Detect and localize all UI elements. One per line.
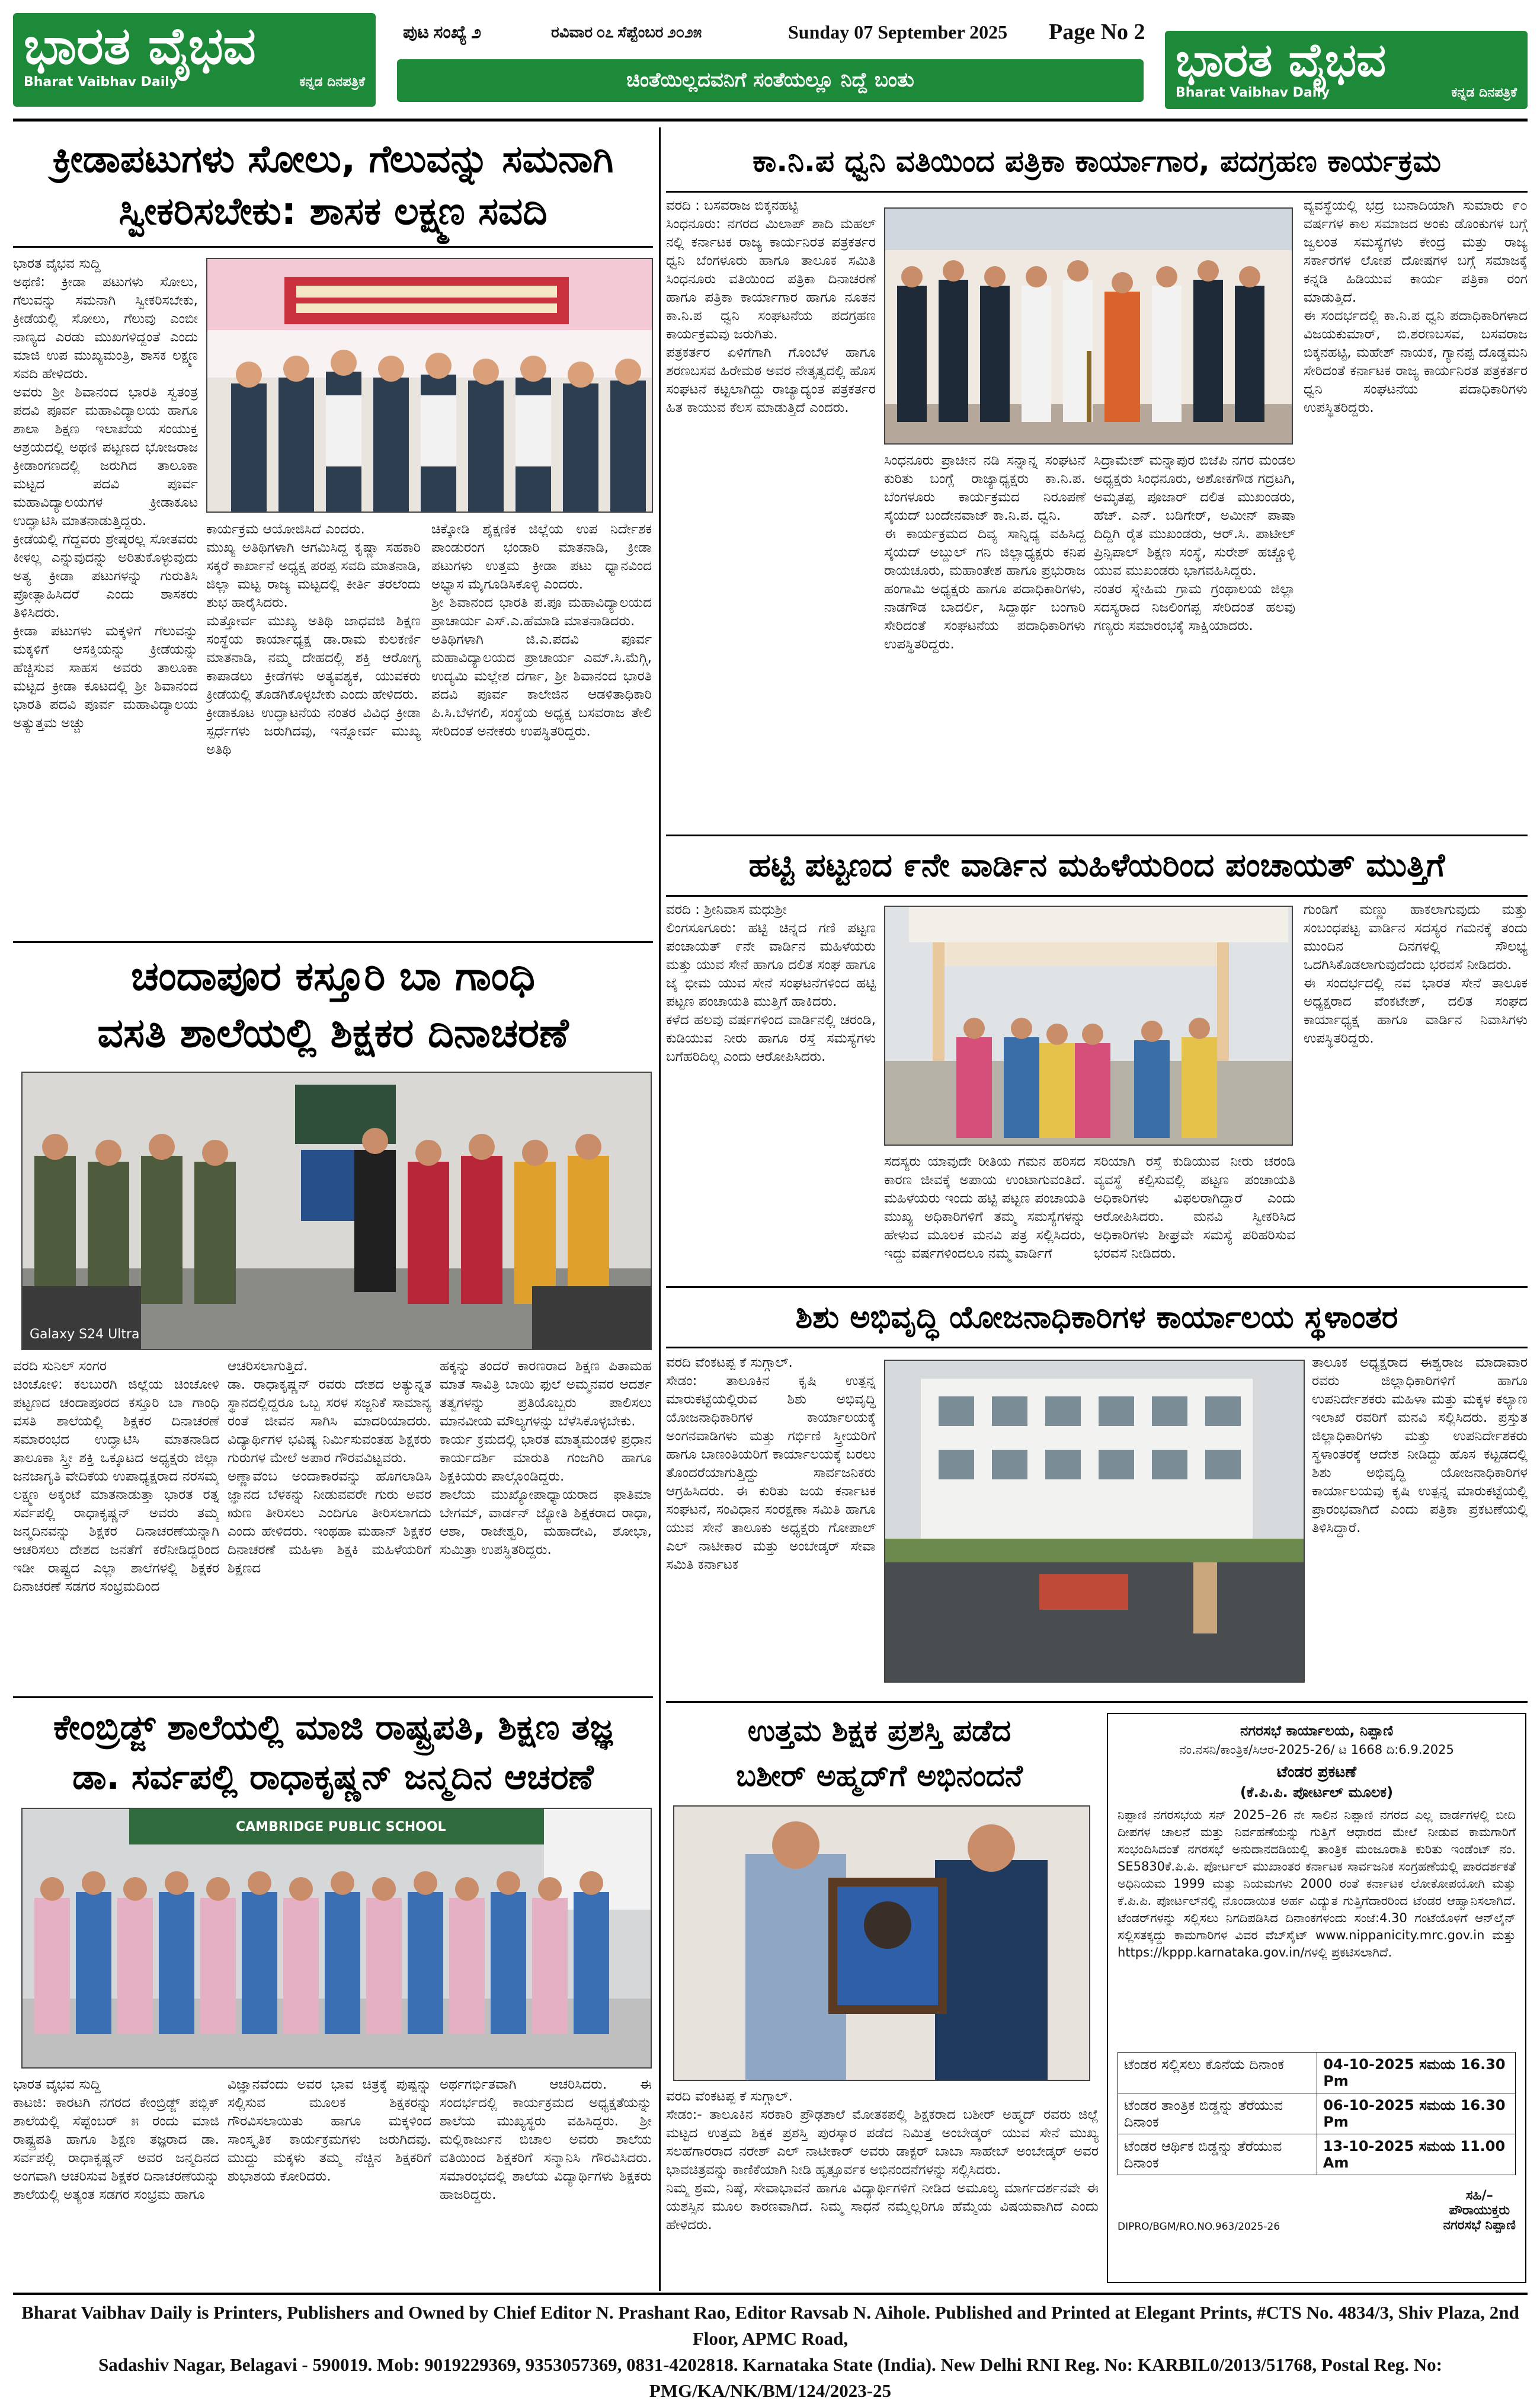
- tender-body: ನಿಪ್ಪಾಣಿ ನಗರಸಭೆಯ ಸನ್ 2025–26 ನೇ ಸಾಲಿನ ನಿಪ್ಪಾಣಿ ನಗರದ ಎಲ್ಲ ವಾರ್ಡಗಳಲ್ಲಿ ಬೀದಿ ದೀಪಗಳ ಚಾಲನೆ ಮತ್ತು ನಿರ್ವಹಣೆಯನ್ನು ಗುತ್ತಿಗೆ ಆಧಾರದ ಮೇಲೆ ನೀಡುವ ಕಾಮಗಾರಿಗೆ ಸಂಭಂದಿಸಿದಂತೆ ನಗರಸಭೆ ಅನುದಾನದಡಿಯಲ್ಲಿ ತಾಂತ್ರಿಕ ಮಂಜೂರಾತಿ ಕುರಿತು ಇಂಡೆಂಟ್ ನಂ. SE5830ಕೆ.ಪಿ.ಪಿ. ಪೋರ್ಟಲ್ ಮುಖಾಂತರ ಕರ್ನಾಟಕ ಸಾರ್ವಜನಿಕ ಸಂಗ್ರಹಣೆಯಲ್ಲಿ ಪಾರದರ್ಶಕತೆ ಅಧಿನಿಯಮ 1999 ಮತ್ತು ನಿಯಮಗಳು 2000 ರಂತೆ ಕರ್ನಾಟಕ ಲೋಕೋಪಯೋಗಿ ಮತ್ತು ಕೆ.ಪಿ.ಪಿ. ಪೋರ್ಟಲ್‌ನಲ್ಲಿ ನೊಂದಾಯಿತ ಅರ್ಹ ವಿದ್ಯುತ ಗುತ್ತಿಗೆದಾರರಿಂದ ಟೆಂಡರ ಆಹ್ವಾನಿಸಲಾಗಿದೆ. ಟೆಂಡರ್‌ಗಳನ್ನು ಸಲ್ಲಿಸಲು ನಿಗದಿಪಡಿಸಿದ ದಿನಾಂಕಗಳಂದು ಸಂಜೆ:4.30 ಗಂಟೆಯೊಳಗೆ ಆನ್‌ಲೈನ್ ಸಲ್ಲಿಸತಕ್ಕದ್ದು ಕಾಮಗಾರಿಗಳ ವಿವರ ವೆಬ್‌ಸೈಟ್ www.nippanicity.mrc.gov.in ಮತ್ತು https://kppp.karnataka.gov.in/ಗಳಲ್ಲಿ ಪ್ರಕಟಿಸಲಾಗಿದೆ.: [1118, 1808, 1516, 1959]
- footer-line2: Sadashiv Nagar, Belagavi - 590019. Mob: 9019229369, 9353057369, 0831-4202818. Karnataka State (India). New Delhi RNI Reg. No: KARBIL0/2013/51768, Postal Reg. No: PMG/KA/NK/BM/124/2023-25: [98, 2354, 1442, 2401]
- story4-bottom-rule: [13, 1696, 653, 1698]
- column-divider: [659, 127, 661, 2291]
- sports-event-photo: [207, 259, 653, 513]
- logo-kn: ಕನ್ನಡ ದಿನಪತ್ರಿಕೆ: [299, 75, 365, 89]
- story3-col1: ವರದಿ : ಶ್ರೀನಿವಾಸ ಮಧುಶ್ರೀ ಲಿಂಗಸೂಗೂರು: ಹಟ್ಟಿ ಚಿನ್ನದ ಗಣಿ ಪಟ್ಟಣ ಪಂಚಾಯತ್ ೯ನೇ ವಾರ್ಡಿನ ಮಹಿಳೆಯರು ಮತ್ತು ಯುವ ಸೇನೆ ಹಾಗೂ ದಲಿತ ಸಂಘ ಹಾಗೂ ಜೈ ಭೀಮ ಯುವ ಸೇನೆ ಸಂಘಟನೆಗಳಿಂದ ಹಟ್ಟಿ ಪಟ್ಟಣ ಪಂಚಾಯತಿ ಮುತ್ತಿಗೆ ಹಾಕಿದರು. ಕಳೆದ ಹಲವು ವರ್ಷಗಳಿಂದ ವಾರ್ಡಿನಲ್ಲಿ ಚರಂಡಿ, ಕುಡಿಯುವ ನೀರು ಹಾಗೂ ರಸ್ತೆ ಸಮಸ್ಯೆಗಳು ಬಗೆಹರಿದಿಲ್ಲ ಎಂದು ಆರೋಪಿಸಿದರು.: [666, 902, 876, 1064]
- story3-photo: [884, 906, 1293, 1146]
- teachers-day-photo: [23, 1073, 652, 1350]
- tender-signatory-1: ಪೌರಾಯುಕ್ತರು: [1449, 2203, 1510, 2218]
- story3-rule: [666, 895, 1528, 897]
- story6-col3: ಅರ್ಥಗರ್ಭಿತವಾಗಿ ಆಚರಿಸಿದರು. ಈ ಸಂದರ್ಭದಲ್ಲಿ ಕಾರ್ಯಕ್ರಮದ ಅಧ್ಯಕ್ಷತೆಯನ್ನು ಶಾಲೆಯ ಮುಖ್ಯಸ್ಥರು ವಹಿಸಿದ್ದರು. ಶ್ರೀ ಮಲ್ಲಿಕಾರ್ಜುನ ಬಿಚಾಲ ಅವರು ಶಾಲೆಯ ವತಿಯಿಂದ ಶಿಕ್ಷಕರಿಗೆ ಸನ್ಮಾನಿಸಿ ಗೌರವಿಸಿದರು. ಸಮಾರಂಭದಲ್ಲಿ ಶಾಲೆಯ ವಿದ್ಯಾರ್ಥಿಗಳು ಶಿಕ್ಷಕರು ಹಾಜರಿದ್ದರು.: [440, 2077, 652, 2202]
- page-number-en: Page No 2: [1049, 20, 1145, 44]
- masthead-rule: [13, 119, 1528, 122]
- footer-rule: [13, 2293, 1528, 2295]
- story2-col3: ಸಿದ್ರಾಮೇಶ್ ಮನ್ನಾಪುರ ಬಿಜೆಪಿ ನಗರ ಮಂಡಲ ಅಧ್ಯಕ್ಷರು ಸಿಂಧನೂರು, ಅಶೋಕಗೌಡ ಗದ್ರಟಗಿ, ಅಮೃತಪ್ಪ ಪೂಜಾರ್ ದಲಿತ ಮುಖಂಡರು, ಹೆಚ್. ಎನ್. ಬಡಿಗೇರ್, ಅಮೀನ್ ಪಾಷಾ ದಿದ್ದಿಗಿ ರೈತ ಮುಖಂಡರು, ಆರ್.ಸಿ. ಪಾಟೀಲ್ ಪ್ರಿನ್ಸಿಪಾಲ್ ಶಿಕ್ಷಣ ಸಂಸ್ಥೆ, ಸುರೇಶ್ ಹಚ್ಚೊಳ್ಳಿ ಯುವ ಮುಖಂಡರು ಭಾಗವಹಿಸಿದ್ದರು. ನಂತರ ಸ್ನೇಹಿಮ ಗ್ರಾಮ ಗ್ರಂಥಾಲಯ ಜಿಲ್ಲಾ ಸದಸ್ಯರಾದ ನಿಜಲಿಂಗಪ್ಪ ಸೇರಿದಂತೆ ಹಲವು ಗಣ್ಯರು ಸಮಾರಂಭಕ್ಕೆ ಸಾಕ್ಷಿಯಾದರು.: [1094, 453, 1295, 634]
- office-building-photo: [885, 1361, 1305, 1683]
- story1-rule: [13, 246, 653, 248]
- logo-title: ಭಾರತ ವೈಭವ: [24, 17, 256, 76]
- story5-rule: [666, 1347, 1528, 1348]
- story5-photo: [884, 1360, 1305, 1683]
- date-en: Sunday 07 September 2025: [788, 21, 1008, 43]
- tender-title: ಟೆಂಡರ ಪ್ರಕಟಣೆ: [1276, 1763, 1357, 1781]
- story5-bottom-rule: [666, 1701, 1528, 1703]
- story3-col2: ಸದಸ್ಯರು ಯಾವುದೇ ರೀತಿಯ ಗಮನ ಹರಿಸದ ಕಾರಣ ಜೀವಕ್ಕೆ ಅಪಾಯ ಉಂಟಾಗುವಂತಿದೆ. ಮಹಿಳೆಯರು ಇಂದು ಹಟ್ಟಿ ಪಟ್ಟಣ ಪಂಚಾಯತಿ ಮುಖ್ಯ ಅಧಿಕಾರಿಗಳಿಗೆ ತಮ್ಮ ಸಮಸ್ಯೆಗಳನ್ನು ಹೇಳುವ ಮೂಲಕ ಮನವಿ ಪತ್ರ ಸಲ್ಲಿಸಿದರು, ಇದ್ದು ವರ್ಷಗಳಿಂದಲೂ ನಮ್ಮ ವಾರ್ಡಿಗೆ: [884, 1154, 1086, 1261]
- story4-photo: [21, 1072, 652, 1350]
- logo-en: Bharat Vaibhav Daily: [24, 75, 178, 89]
- award-felicitation-photo: [674, 1807, 1090, 2081]
- tender-office: ನಗರಸಭೆ ಕಾರ್ಯಾಲಯ, ನಿಪ್ಪಾಣಿ: [1240, 1722, 1394, 1739]
- story7-headline: ಉತ್ತಮ ಶಿಕ್ಷಕ ಪ್ರಶಸ್ತಿ ಪಡೆದ ಬಶೀರ್ ಅಹ್ಮದ್‌ಗೆ ಅಭಿನಂದನೆ: [736, 1714, 1023, 1793]
- tender-row-value: 04-10-2025 ಸಮಯ 16.30 Pm: [1323, 2056, 1506, 2089]
- tagline-bar: ಚಿಂತೆಯಿಲ್ಲದವನಿಗೆ ಸಂತೆಯಲ್ಲೂ ನಿದ್ದೆ ಬಂತು: [397, 59, 1144, 102]
- story6-headline: ಕೇಂಬ್ರಿಡ್ಜ್ ಶಾಲೆಯಲ್ಲಿ ಮಾಜಿ ರಾಷ್ಟ್ರಪತಿ, ಶಿಕ್ಷಣ ತಜ್ಞ ಡಾ. ಸರ್ವಪಲ್ಲಿ ರಾಧಾಕೃಷ್ಣನ್ ಜನ್ಮದಿನ ಆಚರಣೆ: [53, 1707, 613, 1797]
- tender-row-value: 13-10-2025 ಸಮಯ 11.00 Am: [1323, 2138, 1506, 2171]
- story5-headline: ಶಿಶು ಅಭಿವೃದ್ಧಿ ಯೋಜನಾಧಿಕಾರಿಗಳ ಕಾರ್ಯಾಲಯ ಸ್ಥಳಾಂತರ: [795, 1300, 1398, 1335]
- footer-imprint: [13, 2300, 1528, 2404]
- press-workshop-photo: [885, 209, 1293, 445]
- story6-photo: [21, 1808, 652, 2069]
- story2-col2: ಸಿಂಧನೂರು ಪ್ರಾಚೀನ ನಡಿ ಸನ್ನಾನ್ನ ಸಂಘಟನೆ ಕುರಿತು ಬಂಗ್ಲೆ ರಾಜ್ಯಾಧ್ಯಕ್ಷರು ಕಾ.ನಿ.ಪ. ಬೆಂಗಳೂರು ಕಾರ್ಯಕ್ರಮದ ನಿರೂಪಣೆ ಸೈಯದ್ ಬಂದೇನವಾಜ್ ಕಾ.ನಿ.ಪ. ಧ್ವನಿ. ಈ ಕಾರ್ಯಕ್ರಮದ ದಿವ್ಯ ಸಾನ್ನಿಧ್ಯ ವಹಿಸಿದ್ದ ಸೈಯದ್ ಅಬ್ದುಲ್ ಗನಿ ಜಿಲ್ಲಾಧ್ಯಕ್ಷರು ಕನಿಪ ರಾಯಚೂರು, ಮಹಾಂತೇಶ ಹಾಗೂ ಪ್ರಭುರಾಜ ಹಂಗಾಮಿ ಅಧ್ಯಕ್ಷರು ಹಾಗೂ ಪದಾಧಿಕಾರಿಗಳು, ನಾಡಗೌಡ ಬಾದರ್ಲಿ, ಸಿದ್ದಾರ್ಥ ಬಂಗಾರಿ ಸೇರಿದಂತೆ ಸಂಘಟನೆಯ ಪದಾಧಿಕಾರಿಗಳು ಉಪಸ್ಥಿತರಿದ್ದರು.: [884, 453, 1086, 652]
- logo-en-right: Bharat Vaibhav Daily: [1176, 85, 1330, 100]
- tender-row-label: ಟೆಂಡರ ಸಲ್ಲಿಸಲು ಕೊನೆಯ ದಿನಾಂಕ: [1118, 2053, 1317, 2093]
- story1-col3: ಚಿಕ್ಕೋಡಿ ಶೈಕ್ಷಣಿಕ ಜಿಲ್ಲೆಯ ಉಪ ನಿರ್ದೇಶಕ ಪಾಂಡುರಂಗ ಭಂಡಾರಿ ಮಾತನಾಡಿ, ಕ್ರೀಡಾ ಪಟುಗಳು ಉತ್ತಮ ಕ್ರೀಡಾ ಪಟು ಧ್ಯಾನವಿಂದ ಅಭ್ಯಾಸ ಮೈಗೂಡಿಸಿಕೊಳ್ಳಿ ಎಂದರು. ಶ್ರೀ ಶಿವಾನಂದ ಭಾರತಿ ಪ.ಪೂ ಮಹಾವಿದ್ಯಾಲಯದ ಪ್ರಾಚಾರ್ಯ ಎಸ್.ಎ.ಹೆಮಾಡಿ ಮಾತನಾಡಿದರು. ಅತಿಥಿಗಳಾಗಿ ಜಿ.ಎ.ಪದವಿ ಪೂರ್ವ ಮಹಾವಿದ್ಯಾಲಯದ ಪ್ರಾಚಾರ್ಯ ಎಮ್.ಸಿ.ಮೆಗ್ಗಿ, ಉದ್ಯಮಿ ಮಲ್ಲೇಶ ದರ್ಗಾ, ಶ್ರೀ ಶಿವಾನಂದ ಭಾರತಿ ಪದವಿ ಪೂರ್ವ ಕಾಲೇಜಿನ ಆಡಳಿತಾಧಿಕಾರಿ ಪಿ.ಸಿ.ಬೆಳಗಲಿ, ಸಂಸ್ಥೆಯ ಅಧ್ಯಕ್ಷ ಬಸವರಾಜ ತೇಲಿ ಸೇರಿದಂತೆ ಅನೇಕರು ಉಪಸ್ಥಿತರಿದ್ದರು.: [431, 522, 652, 739]
- story2-photo: [884, 207, 1293, 445]
- story3-bottom-rule: [666, 1286, 1528, 1288]
- story2-rule: [666, 191, 1528, 193]
- story1-col2: ಕಾರ್ಯಕ್ರಮ ಆಯೋಜಿಸಿದೆ ಎಂದರು. ಮುಖ್ಯ ಅತಿಥಿಗಳಾಗಿ ಆಗಮಿಸಿದ್ದ ಕೃಷ್ಣಾ ಸಹಕಾರಿ ಸಕ್ಕರೆ ಕಾರ್ಖಾನೆ ಅಧ್ಯಕ್ಷ ಪರಪ್ಪ ಸವದಿ ಮಾತನಾಡಿ, ಜಿಲ್ಲಾ ಮಟ್ಟ ರಾಜ್ಯ ಮಟ್ಟದಲ್ಲಿ ಕೀರ್ತಿ ತರಲೆಂದು ಶುಭ ಹಾರೈಸಿದರು. ಮತ್ತೋರ್ವ ಮುಖ್ಯ ಅತಿಥಿ ಜಾಧವಜಿ ಶಿಕ್ಷಣ ಸಂಸ್ಥೆಯ ಕಾರ್ಯಾಧ್ಯಕ್ಷ ಡಾ.ರಾಮ ಕುಲಕರ್ಣಿ ಮಾತನಾಡಿ, ನಮ್ಮ ದೇಹದಲ್ಲಿ ಶಕ್ತಿ ಆರೋಗ್ಯ ಕಾಪಾಡಲು ಕ್ರೀಡೆಗಳು ಅತ್ಯವಶ್ಯಕ, ಯುವಕರು ಕ್ರೀಡೆಯಲ್ಲಿ ತೊಡಗಿಕೊಳ್ಳಬೇಕು ಎಂದು ಹೇಳಿದರು. ಕ್ರೀಡಾಕೂಟ ಉದ್ಘಾಟನೆಯ ನಂತರ ವಿವಿಧ ಕ್ರೀಡಾ ಸ್ಪರ್ಧೆಗಳು ಜರುಗಿದವು, ಇನ್ನೋರ್ವ ಮುಖ್ಯ ಅತಿಥಿ: [206, 522, 421, 757]
- story3-headline: ಹಟ್ಟಿ ಪಟ್ಟಣದ ೯ನೇ ವಾರ್ಡಿನ ಮಹಿಳೆಯರಿಂದ ಪಂಚಾಯತ್ ಮುತ್ತಿಗೆ: [748, 846, 1445, 884]
- story5-col2: ತಾಲೂಕ ಅಧ್ಯಕ್ಷರಾದ ಈಶ್ವರಾಜ ಮಾದಾವಾರ ರವರು ಜಿಲ್ಲಾಧಿಕಾರಿಗಳಿಗೆ ಹಾಗೂ ಉಪನಿರ್ದೇಶಕರು ಮಹಿಳಾ ಮತ್ತು ಮಕ್ಕಳ ಕಲ್ಯಾಣ ಇಲಾಖೆ ರವರಿಗೆ ಮನವಿ ಸಲ್ಲಿಸಿದರು. ಪ್ರಸ್ತುತ ಜಿಲ್ಲಾಧಿಕಾರಿಗಳು ಮತ್ತು ಉಪನಿರ್ದೇಶಕರು ಸ್ಥಳಾಂತರಕ್ಕೆ ಆದೇಶ ನೀಡಿದ್ದು ಹೊಸ ಕಟ್ಟಡದಲ್ಲಿ ಶಿಶು ಅಭಿವೃದ್ಧಿ ಯೋಜನಾಧಿಕಾರಿಗಳ ಕಾರ್ಯಾಲಯವು ಕೃಷಿ ಉತ್ಪನ್ನ ಮಾರುಕಟ್ಟೆಯಲ್ಲಿ ಪ್ರಾರಂಭವಾಗಿದೆ ಎಂದು ಪತ್ರಿಕಾ ಪ್ರಕಟಣೆಯಲ್ಲಿ ತಿಳಿಸಿದ್ದಾರೆ.: [1312, 1355, 1528, 1536]
- story4-col1: ವರದಿ ಸುನಿಲ್ ಸಂಗರ ಚಿಂಚೋಳಿ: ಕಲಬುರಗಿ ಜಿಲ್ಲೆಯ ಚಿಂಚೋಳಿ ಪಟ್ಟಣದ ಚಂದಾಪೂರದ ಕಸ್ತೂರಿ ಬಾ ಗಾಂಧಿ ವಸತಿ ಶಾಲೆಯಲ್ಲಿ ಶಿಕ್ಷಕರ ದಿನಾಚರಣೆ ಸಮಾರಂಭದ ಉದ್ಘಾಟಿಸಿ ಮಾತನಾಡಿದ ತಾಲೂಕಾ ಸ್ತ್ರೀ ಶಕ್ತಿ ಒಕ್ಕೂಟದ ಅಧ್ಯಕ್ಷರು ಜಿಲ್ಲಾ ಜನಜಾಗೃತಿ ವೇದಿಕೆಯ ಉಪಾಧ್ಯಕ್ಷರಾದ ನರಸಮ್ಮ ಲಕ್ಷ್ಮಣ ಅಕ್ಕಂಟೆ ಮಾತನಾಡುತ್ತಾ ಭಾರತ ರತ್ನ ಸರ್ವಪಲ್ಲಿ ರಾಧಾಕೃಷ್ಣನ್ ಅವರು ತಮ್ಮ ಜನ್ಮದಿನವನ್ನು ಶಿಕ್ಷಕರ ದಿನಾಚರಣೆಯನ್ನಾಗಿ ಆಚರಿಸಲು ದೇಶದ ಜನತೆಗೆ ಕರೆನೀಡಿದ್ದರಿಂದ ಇಡೀ ರಾಷ್ಟ್ರದ ಎಲ್ಲಾ ಶಾಲೆಗಳಲ್ಲಿ ಶಿಕ್ಷಕರ ದಿನಾಚರಣೆ ಸಡಗರ ಸಂಭ್ರಮದಿಂದ: [13, 1358, 219, 1594]
- story1-photo: [206, 258, 653, 513]
- story2-headline: ಕಾ.ನಿ.ಪ ಧ್ವನಿ ವತಿಯಿಂದ ಪತ್ರಿಕಾ ಕಾರ್ಯಾಗಾರ, ಪದಗ್ರಹಣ ಕಾರ್ಯಕ್ರಮ: [753, 144, 1441, 178]
- story4-headline: ಚಂದಾಪೂರ ಕಸ್ತೂರಿ ಬಾ ಗಾಂಧಿ ವಸತಿ ಶಾಲೆಯಲ್ಲಿ ಶಿಕ್ಷಕರ ದಿನಾಚರಣೆ: [97, 953, 569, 1057]
- logo-kn-right: ಕನ್ನಡ ದಿನಪತ್ರಿಕೆ: [1451, 85, 1517, 100]
- footer-line1: Bharat Vaibhav Daily is Printers, Publishers and Owned by Chief Editor N. Prashant Rao, Editor Ravsab N. Aihole. Published and Printed at Elegant Prints, #CTS No. 4834/3, Shiv Plaza, 2nd Floor, APMC Road,: [21, 2302, 1519, 2349]
- tender-row-label: ಟೆಂಡರ ತಾಂತ್ರಿಕ ಬಿಡ್ಡನ್ನು ತೆರೆಯುವ ದಿನಾಂಕ: [1118, 2093, 1317, 2134]
- tender-row: [1118, 2053, 1515, 2093]
- story6-col2: ವಿಜ್ಞಾನವೆಂದು ಅವರ ಭಾವ ಚಿತ್ರಕ್ಕೆ ಪುಷ್ಪನ್ನು ಸಲ್ಲಿಸುವ ಮೂಲಕ ಶಿಕ್ಷಕರನ್ನು ಗೌರವಿಸಲಾಯಿತು ಹಾಗೂ ಮಕ್ಕಳಿಂದ ಸಾಂಸ್ಕೃತಿಕ ಕಾರ್ಯಕ್ರಮಗಳು ಜರುಗಿದವು. ಮುದ್ದು ಮಕ್ಕಳು ತಮ್ಮ ನೆಚ್ಚಿನ ಶಿಕ್ಷಕರಿಗೆ ಶುಭಾಶಯ ಕೋರಿದರು.: [228, 2077, 431, 2184]
- story2-col4: ವ್ಯವಸ್ಥೆಯಲ್ಲಿ ಭದ್ರ ಬುನಾದಿಯಾಗಿ ಸುಮಾರು ೯೦ ವರ್ಷಗಳ ಕಾಲ ಸಮಾಜದ ಅಂಕು ಡೊಂಕುಗಳ ಬಗ್ಗೆ ಜ್ವಲಂತ ಸಮಸ್ಯೆಗಳು ಕೇಂದ್ರ ಮತ್ತು ರಾಜ್ಯ ಸರ್ಕಾರಗಳ ಲೋಪ ದೋಷಗಳ ಬಗ್ಗೆ ಸಮಾಜಕ್ಕೆ ಕನ್ನಡಿ ಹಿಡಿಯುವ ಕಾರ್ಯ ಪತ್ರಿಕಾ ರಂಗ ಮಾಡುತ್ತಿದೆ. ಈ ಸಂದರ್ಭದಲ್ಲಿ ಕಾ.ನಿ.ಪ ಧ್ವನಿ ಪದಾಧಿಕಾರಿಗಳಾದ ವಿಜಯಕುಮಾರ್, ಬಿ.ಶರಣಬಸವ, ಬಸವರಾಜ ಬಿಕ್ಕನಹಟ್ಟಿ, ಮಹೇಶ್ ನಾಯಕ, ಗ್ಯಾನಪ್ಪ ದೊಡ್ಡಮನಿ ಸೇರಿದಂತೆ ಕರ್ನಾಟಕ ರಾಜ್ಯ ಕಾರ್ಯನಿರತ ಪತ್ರಕರ್ತರ ಧ್ವನಿ ಸಂಘಟನೆಯ ಪದಾಧಿಕಾರಿಗಳು ಉಪಸ್ಥಿತರಿದ್ದರು.: [1304, 198, 1528, 415]
- story2-bottom-rule: [666, 835, 1528, 836]
- tender-signatory-2: ನಗರಸಭೆ ನಿಪ್ಪಾಣಿ: [1443, 2218, 1516, 2233]
- story7-body: ವರದಿ ವೆಂಕಟಪ್ಪ ಕೆ ಸುಗ್ಗಾಲ್. ಸೇಡಂ:- ತಾಲೂಕಿನ ಸರಕಾರಿ ಪ್ರೌಢಶಾಲೆ ಮೋತಕಪಲ್ಲಿ ಶಿಕ್ಷಕರಾದ ಬಶೀರ್ ಅಹ್ಮದ್ ರವರು ಜಿಲ್ಲೆ ಮಟ್ಟದ ಉತ್ತಮ ಶಿಕ್ಷಕ ಪ್ರಶಸ್ತಿ ಪುರಸ್ಕಾರ ಪಡೆದ ನಿಮಿತ್ತ ಅಂಬೇಡ್ಕರ್ ಯುವ ಸೇನೆ ಮುಖ್ಯ ಸಲಹೆಗಾರರಾದ ನರೇಶ್ ಎಲ್ ನಾಟೀಕಾರ್ ಅವರು ಡಾಕ್ಟರ್ ಬಾಬಾ ಸಾಹೇಬ್ ಅಂಬೇಡ್ಕರ್ ಅವರ ಭಾವಚಿತ್ರವನ್ನು ಕಾಣಿಕೆಯಾಗಿ ನೀಡಿ ಹೃತ್ಪೂರ್ವಕ ಅಭಿನಂದನೆಗಳನ್ನು ಸಲ್ಲಿಸಿದರು. ನಿಮ್ಮ ಶ್ರಮ, ನಿಷ್ಠೆ, ಸೇವಾಭಾವನೆ ಹಾಗೂ ವಿದ್ಯಾರ್ಥಿಗಳಿಗೆ ನೀಡಿದ ಅಮೂಲ್ಯ ಮಾರ್ಗದರ್ಶನವೇ ಈ ಯಶಸ್ಸಿನ ಮೂಲ ಕಾರಣವಾಗಿದೆ. ನಿಮ್ಮ ಸಾಧನೆ ನಮ್ಮೆಲ್ಲರಿಗೂ ಹೆಮ್ಮೆಯ ವಿಷಯವಾಗಿದೆ ಎಂದು ಹೇಳಿದರು.: [666, 2089, 1099, 2233]
- masthead-logo-right: [1165, 31, 1528, 109]
- cambridge-school-photo: [23, 1809, 652, 2069]
- tender-table: [1118, 2052, 1516, 2175]
- photo-caption: Galaxy S24 Ultra: [30, 1327, 140, 1342]
- story4-col2: ಆಚರಿಸಲಾಗುತ್ತಿದೆ. ಡಾ. ರಾಧಾಕೃಷ್ಣನ್ ರವರು ದೇಶದ ಅತ್ಯುನ್ನತ ಸ್ಥಾನದಲ್ಲಿದ್ದರೂ ಒಬ್ಬ ಸರಳ ಸಜ್ಜನಿಕೆ ಸಾಮಾನ್ಯ ರಂತೆ ಜೀವನ ಸಾಗಿಸಿ ಮಾದರಿಯಾದರು. ವಿದ್ಯಾರ್ಥಿಗಳ ಭವಿಷ್ಯ ನಿರ್ಮಿಸುವಂತಹ ಶಿಕ್ಷಕರು ಗುರುಗಳ ಮೇಲೆ ಅಪಾರ ಗೌರವವಿಟ್ಟವರು. ಅಣ್ಣಾವೆಂಬ ಅಂದಾಕಾರವನ್ನು ಹೊಗಲಾಡಿಸಿ ಜ್ಞಾನದ ಬೆಳಕನ್ನು ನೀಡುವವರೇ ಗುರು ಅವರ ಋಣ ತೀರಿಸಲು ಎಂದಿಗೂ ತೀರಿಸಲಾಗದು ಎಂದು ಹೇಳಿದರು. ಇಂಥಹಾ ಮಹಾನ್ ಶಿಕ್ಷಕರ ದಿನಾಚರಣೆ ಮಹಿಳಾ ಶಿಕ್ಷಕಿ ಮಹಿಳೆಯರಿಗೆ ಶಿಕ್ಷಣದ: [228, 1358, 431, 1576]
- story3-col4: ಗುಂಡಿಗೆ ಮಣ್ಣು ಹಾಕಲಾಗುವುದು ಮತ್ತು ಸಂಬಂಧಪಟ್ಟ ವಾರ್ಡಿನ ಸದಸ್ಯರ ಗಮನಕ್ಕೆ ತಂದು ಮುಂದಿನ ದಿನಗಳಲ್ಲಿ ಸೌಲಭ್ಯ ಒದಗಿಸಿಕೊಡಲಾಗುವುದೆಂದು ಭರವಸೆ ನೀಡಿದರು. ಈ ಸಂದರ್ಭದಲ್ಲಿ ನವ ಭಾರತ ಸೇನೆ ತಾಲೂಕ ಅಧ್ಯಕ್ಷರಾದ ವೆಂಕಟೇಶ್, ದಲಿತ ಸಂಘದ ಕಾರ್ಯಾಧ್ಯಕ್ಷ ಹಾಗೂ ವಾರ್ಡಿನ ನಿವಾಸಿಗಳು ಉಪಸ್ಥಿತರಿದ್ದರು.: [1304, 902, 1528, 1046]
- tender-row: [1118, 2093, 1515, 2134]
- tender-subtitle: (ಕೆ.ಪಿ.ಪಿ. ಪೋರ್ಟಲ್ ಮೂಲಕ): [1240, 1784, 1394, 1801]
- story7-photo: [673, 1805, 1090, 2081]
- tender-notice: [1107, 1713, 1526, 2283]
- tender-row-label: ಟೆಂಡರ ಆರ್ಥಿಕ ಬಿಡ್ಡನ್ನು ತೆರೆಯುವ ದಿನಾಂಕ: [1118, 2134, 1317, 2175]
- panchayat-protest-photo: [885, 907, 1293, 1146]
- story6-col1: ಭಾರತ ವೈಭವ ಸುದ್ದಿ ಕಾಟಜಿ: ಕಾರಟಗಿ ನಗರದ ಕೇಂಬ್ರಿಡ್ಜ್ ಪಬ್ಲಿಕ್ ಶಾಲೆಯಲ್ಲಿ ಸೆಪ್ಟೆಂಬರ್ ೫ ರಂದು ಮಾಜಿ ರಾಷ್ಟ್ರಪತಿ ಹಾಗೂ ಶಿಕ್ಷಣ ತಜ್ಞರಾದ ಡಾ. ಸರ್ವಪಲ್ಲಿ ರಾಧಾಕೃಷ್ಣನ್ ಅವರ ಜನ್ಮದಿನದ ಅಂಗವಾಗಿ ಆಚರಿಸುವ ಶಿಕ್ಷಕರ ದಿನಾಚರಣೆಯನ್ನು ಶಾಲೆಯಲ್ಲಿ ಅತ್ಯಂತ ಸಡಗರ ಸಂಭ್ರಮ ಹಾಗೂ: [13, 2077, 219, 2202]
- story3-col3: ಸರಿಯಾಗಿ ರಸ್ತೆ ಕುಡಿಯುವ ನೀರು ಚರಂಡಿ ವ್ಯವಸ್ಥೆ ಕಲ್ಪಿಸುವಲ್ಲಿ ಪಟ್ಟಣ ಪಂಚಾಯತಿ ಅಧಿಕಾರಿಗಳು ವಿಫಲರಾಗಿದ್ದಾರೆ ಎಂದು ಆರೋಪಿಸಿದರು. ಮನವಿ ಸ್ವೀಕರಿಸಿದ ಅಧಿಕಾರಿಗಳು ಶೀಘ್ರವೇ ಸಮಸ್ಯೆ ಪರಿಹರಿಸುವ ಭರವಸೆ ನೀಡಿದರು.: [1094, 1154, 1295, 1261]
- story2-col1: ವರದಿ : ಬಸವರಾಜ ಬಿಕ್ಕನಹಟ್ಟಿ ಸಿಂಧನೂರು: ನಗರದ ಮಿಲಾಪ್ ಶಾದಿ ಮಹಲ್ ನಲ್ಲಿ ಕರ್ನಾಟಕ ರಾಜ್ಯ ಕಾರ್ಯನಿರತ ಪತ್ರಕರ್ತರ ಧ್ವನಿ ಬೆಂಗಳೂರು ಹಾಗೂ ತಾಲೂಕ ಸಮಿತಿ ಸಿಂಧನೂರು ವತಿಯಿಂದ ಪತ್ರಿಕಾ ದಿನಾಚರಣೆ ಹಾಗೂ ಪತ್ರಿಕಾ ಕಾರ್ಯಾಗಾರ ಹಾಗೂ ನೂತನ ಕಾ.ನಿ.ಪ ಧ್ವನಿ ಸಂಘಟನೆಯ ಪದಗ್ರಹಣ ಕಾರ್ಯಕ್ರಮವು ಜರುಗಿತು. ಪತ್ರಕರ್ತರ ಏಳಿಗೆಗಾಗಿ ಗೊಂಬೆಳ ಹಾಗೂ ಶರಣಬಸವ ಹಿರೇಮಠ ಅವರ ನೇತೃತ್ವದಲ್ಲಿ ಹೊಸ ಸಂಘಟನೆ ಕಟ್ಟಲಾಗಿದ್ದು ರಾಜ್ಯಾದ್ಯಂತ ಪತ್ರಕರ್ತರ ಹಿತ ಕಾಯುವ ಕೆಲಸ ಮಾಡುತ್ತಿದೆ ಎಂದರು.: [666, 198, 876, 415]
- masthead-logo-left: [13, 13, 376, 107]
- story1-bottom-rule: [13, 941, 653, 943]
- tender-row-value: 06-10-2025 ಸಮಯ 16.30 Pm: [1323, 2097, 1506, 2130]
- story5-col1: ವರದಿ ವೆಂಕಟಪ್ಪ ಕೆ ಸುಗ್ಗಾಲ್. ಸೇಡಂ: ತಾಲೂಕಿನ ಕೃಷಿ ಉತ್ಪನ್ನ ಮಾರುಕಟ್ಟೆಯಲ್ಲಿರುವ ಶಿಶು ಅಭಿವೃದ್ಧಿ ಯೋಜನಾಧಿಕಾರಿಗಳ ಕಾರ್ಯಾಲಯಕ್ಕೆ ಅಂಗನವಾಡಿಗಳು ಮತ್ತು ಗರ್ಭಿಣಿ ಸ್ತ್ರೀಯರಿಗೆ ಹಾಗೂ ಬಾಣಂತಿಯರಿಗೆ ಕಾರ್ಯಾಲಯಕ್ಕೆ ಬರಲು ತೊಂದರೆಯಾಗುತ್ತಿದ್ದು ಸಾರ್ವಜನಿಕರು ಆಗ್ರಹಿಸಿದರು. ಈ ಕುರಿತು ಜಯ ಕರ್ನಾಟಕ ಸಂಘಟನೆ, ಸಂವಿಧಾನ ಸಂರಕ್ಷಣಾ ಸಮಿತಿ ಹಾಗೂ ಯುವ ಸೇನೆ ತಾಲೂಕು ಅಧ್ಯಕ್ಷರು ಗೋಪಾಲ್ ಎಲ್ ನಾಟೀಕಾರ ಮತ್ತು ಅಂಬೇಡ್ಕರ್ ಸೇವಾ ಸಮಿತಿ ಕರ್ನಾಟಕ: [666, 1355, 876, 1572]
- page-number-kn: ಪುಟ ಸಂಖ್ಯೆ ೨: [403, 23, 482, 42]
- tender-row: [1118, 2134, 1515, 2175]
- date-kn: ರವಿವಾರ ೦೭ ಸೆಪ್ಟೆಂಬರ ೨೦೨೫: [551, 24, 702, 41]
- tender-signature: ಸಹಿ/–: [1465, 2188, 1493, 2203]
- story4-col3: ಹಕ್ಕನ್ನು ತಂದರೆ ಕಾರಣರಾದ ಶಿಕ್ಷಣ ಪಿತಾಮಹ ಮಾತೆ ಸಾವಿತ್ರಿ ಬಾಯಿ ಫುಲೆ ಅಮ್ಮನವರ ಆದರ್ಶ ತತ್ವಗಳನ್ನು ಪ್ರತಿಯೊಬ್ಬರು ಪಾಲಿಸಲು ಮಾನವೀಯ ಮೌಲ್ಯಗಳನ್ನು ಬೆಳೆಸಿಕೊಳ್ಳಬೇಕು. ಕಾರ್ಯ ಕ್ರಮದಲ್ಲಿ ಭಾರತ ಮಾತೃಮಂಡಳಿ ಪ್ರಧಾನ ಕಾರ್ಯದರ್ಶಿ ಮಾರುತಿ ಗಂಜಗಿರಿ ಹಾಗೂ ಶಿಕ್ಷಕಿಯರು ಪಾಲ್ಗೊಂಡಿದ್ದರು. ಶಾಲೆಯ ಮುಖ್ಯೋಪಾಧ್ಯಾಯರಾದ ಫಾತಿಮಾ ಬೇಗಮ್, ವಾರ್ಡನ್ ಜ್ಯೋತಿ ಶಿಕ್ಷಕರಾದ ರಾಧಾ, ಆಶಾ, ರಾಜೇಶ್ವರಿ, ಮಹಾದೇವಿ, ಶೋಭಾ, ಸುಮಿತ್ರಾ ಉಪಸ್ಥಿತರಿದ್ದರು.: [440, 1358, 652, 1558]
- logo-title-right: ಭಾರತ ವೈಭವ: [1176, 34, 1387, 87]
- tender-ref: ನಂ.ನಸನಿ/ಕಾಂತ್ರಿಕ/ಸಿಆರ-2025-26/ ಟ 1668 ದಿ:6.9.2025: [1179, 1743, 1454, 1757]
- story1-headline: ಕ್ರೀಡಾಪಟುಗಳು ಸೋಲು, ಗೆಲುವನ್ನು ಸಮನಾಗಿ ಸ್ವೀಕರಿಸಬೇಕು: ಶಾಸಕ ಲಕ್ಷ್ಮಣ ಸವದಿ: [52, 138, 614, 234]
- school-banner-text: CAMBRIDGE PUBLIC SCHOOL: [236, 1820, 446, 1834]
- story1-col1: ಭಾರತ ವೈಭವ ಸುದ್ದಿ ಅಥಣಿ: ಕ್ರೀಡಾ ಪಟುಗಳು ಸೋಲು, ಗೆಲುವನ್ನು ಸಮನಾಗಿ ಸ್ವೀಕರಿಸಬೇಕು, ಕ್ರೀಡೆಯಲ್ಲಿ ಸೋಲು, ಗೆಲುವು ಎಂಬೀ ನಾಣ್ಯದ ಎರಡು ಮುಖಗಳಿದ್ದಂತೆ ಎಂದು ಮಾಜಿ ಉಪ ಮುಖ್ಯಮಂತ್ರಿ, ಶಾಸಕ ಲಕ್ಷ್ಮಣ ಸವದಿ ಹೇಳಿದರು. ಅವರು ಶ್ರೀ ಶಿವಾನಂದ ಭಾರತಿ ಸ್ವತಂತ್ರ ಪದವಿ ಪೂರ್ವ ಮಹಾವಿದ್ಯಾಲಯ ಹಾಗೂ ಶಾಲಾ ಶಿಕ್ಷಣ ಇಲಾಖೆಯ ಸಂಯುಕ್ತ ಆಶ್ರಯದಲ್ಲಿ ಅಥಣಿ ಪಟ್ಟಣದ ಭೋಜರಾಜ ಕ್ರೀಡಾಂಗಣದಲ್ಲಿ ಜರುಗಿದ ತಾಲೂಕಾ ಮಟ್ಟದ ಪದವಿ ಪೂರ್ವ ಮಹಾವಿದ್ಯಾಲಯಗಳ ಕ್ರೀಡಾಕೂಟ ಉದ್ಘಾಟಿಸಿ ಮಾತನಾಡುತ್ತಿದ್ದರು. ಕ್ರೀಡೆಯಲ್ಲಿ ಗೆದ್ದವರು ಶ್ರೇಷ್ಠರಲ್ಲ ಸೋತವರು ಕೀಳಲ್ಲ ಎನ್ನುವುದನ್ನು ಅರಿತುಕೊಳ್ಳುವುದು ಅತ್ಯ ಕ್ರೀಡಾ ಪಟುಗಳನ್ನು ಗುರುತಿಸಿ ಪ್ರೋತ್ಸಾಹಿಸಿದರೆ ಎಂದು ಶಾಸಕರು ತಿಳಿಸಿದರು. ಕ್ರೀಡಾ ಪಟುಗಳು ಮಕ್ಕಳಿಗೆ ಗೆಲುವನ್ನು ಮಕ್ಕಳಿಗೆ ಆಸಕ್ತಿಯನ್ನು ಕ್ರೀಡೆಯನ್ನು ಹೆಚ್ಚಿಸುವ ಸಾಹಸ ಅವರು ತಾಲೂಕಾ ಮಟ್ಟದ ಕ್ರೀಡಾ ಕೂಟದಲ್ಲಿ ಶ್ರೀ ಶಿವಾನಂದ ಭಾರತಿ ಪದವಿ ಪೂರ್ವ ಮಹಾವಿದ್ಯಾಲಯ ಅತ್ಯುತ್ತಮ ಅಚ್ಚು: [13, 256, 198, 731]
- tender-dipr: DIPRO/BGM/RO.NO.963/2025-26: [1118, 2221, 1280, 2233]
